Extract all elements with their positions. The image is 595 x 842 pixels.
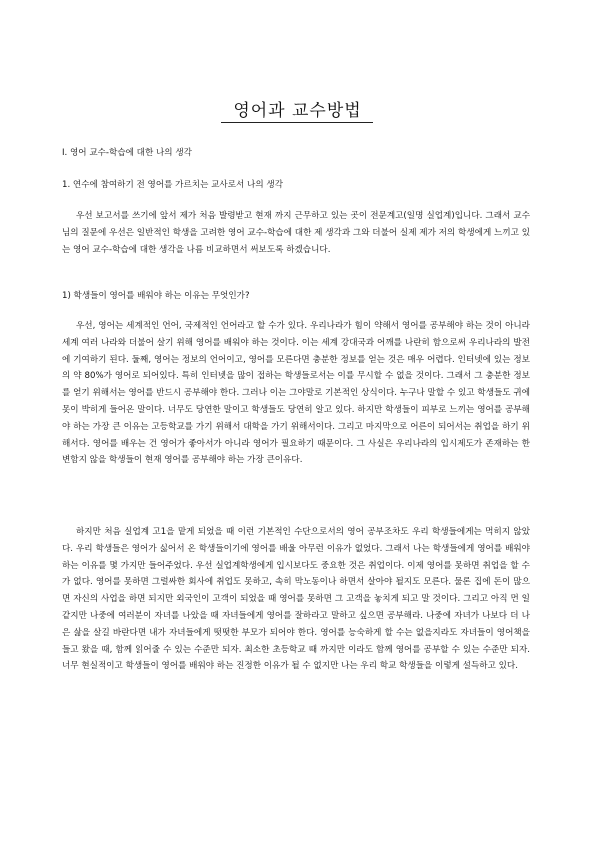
document-title: 영어과 교수방법 <box>233 101 362 121</box>
subsection-heading: 1. 연수에 참여하기 전 영어를 가르치는 교사로서 나의 생각 <box>62 180 283 190</box>
section-heading: Ⅰ. 영어 교수-학습에 대한 나의 생각 <box>62 148 192 158</box>
body-paragraph-2: 하지만 처음 실업계 고1을 맡게 되었을 때 이런 기본적인 수단으로서의 영어 공부조차도 우리 학생들에게는 먹히지 않았다. 우리 학생들은 영어가 싫어서 온 학생들이기에 영어를 배울 아무런 이유가 없었다. 그래서 나는 학생들에게 영어를 배워야 하는 이유를 몇 가지만 들어주었다. 우선 실업계학생에게 입시보다도 중요한 것은 취업이다. 이제 영어를 못하면 취업을 할 수가 없다. 영어를 못하면 그럴싸한 회사에 취업도 못하고, 속히 막노동이나 하면서 살아야 될지도 모른다. 물론 집에 돈이 많으면 자신의 사업을 하면 되지만 외국인이 고객이 되었을 때 영어를 못하면 그 고객을 놓치게 되고 말 것이다. 그리고 아직 먼 일 같지만 나중에 여러분이 자녀를 나았을 때 자녀들에게 영어를 잘하라고 말하고 싶으면 공부해라. 나중에 자녀가 나보다 더 나은 삶을 살길 바란다면 내가 자녀들에게 떳떳한 부모가 되어야 한다. 영어를 능숙하게 할 수는 없을지라도 자녀들이 영어책을 들고 왔을 때, 함께 읽어줄 수 있는 수준만 되자. 최소한 초등학교 때 까지만 이라도 함께 영어를 공부할 수 있는 수준만 되자. 너무 현실적이고 학생들이 영어를 배워야 하는 진정한 이유가 될 수 없지만 나는 우리 학교 학생들을 이렇게 설득하고 있다. <box>62 527 530 672</box>
intro-paragraph: 우선 보고서를 쓰기에 앞서 제가 처음 발령받고 현재 까지 근무하고 있는 곳이 전문계고(일명 실업계)입니다. 그래서 교수님의 질문에 우선은 일반적인 학생을 고려한 영어 교수-학습에 대한 제 생각과 그와 더불어 실제 제가 저의 학생에게 느끼고 있는 영어 교수-학습에 대한 생각을 나름 비교하면서 써보도록 하겠습니다. <box>62 211 530 255</box>
body-paragraph-1: 우선, 영어는 세계적인 언어, 국제적인 언어라고 할 수가 있다. 우리나라가 힘이 약해서 영어를 공부해야 하는 것이 아니라 세계 여러 나라와 더불어 살기 위해 영어를 배워야 하는 것이다. 이는 세계 강대국과 어깨를 나란히 함으로써 우리나라의 발전에 기여하기 된다. 둘째, 영어는 정보의 언어이고, 영어를 모른다면 충분한 정보를 얻는 것은 매우 어렵다. 인터넷에 있는 정보의 약 80%가 영어로 되어있다. 특히 인터넷을 많이 접하는 학생들로서는 이를 무시할 수 없을 것이다. 그래서 그 충분한 정보를 얻기 위해서는 영어를 반드시 공부해야 한다. 그러나 이는 그야말로 기본적인 상식이다. 누구나 말할 수 있고 학생들도 귀에 못이 박히게 들어온 말이다. 너무도 당연한 말이고 학생들도 당연히 알고 있다. 하지만 학생들이 피부로 느끼는 영어를 공부해야 하는 가장 큰 이유는 고등학교를 가기 위해서 대학을 가기 위해서이다. 그리고 마지막으로 어른이 되어서는 취업을 하기 위해서다. 영어를 배우는 건 영어가 좋아서가 아니라 영어가 필요하기 때문이다. 그 사실은 우리나라의 입시제도가 존재하는 한 변함지 않을 학생들이 현재 영어를 공부해야 하는 가장 큰이유다. <box>62 321 530 466</box>
question-heading: 1) 학생들이 영어를 배워야 하는 이유는 무엇인가? <box>62 291 250 301</box>
title-underline <box>221 122 373 123</box>
